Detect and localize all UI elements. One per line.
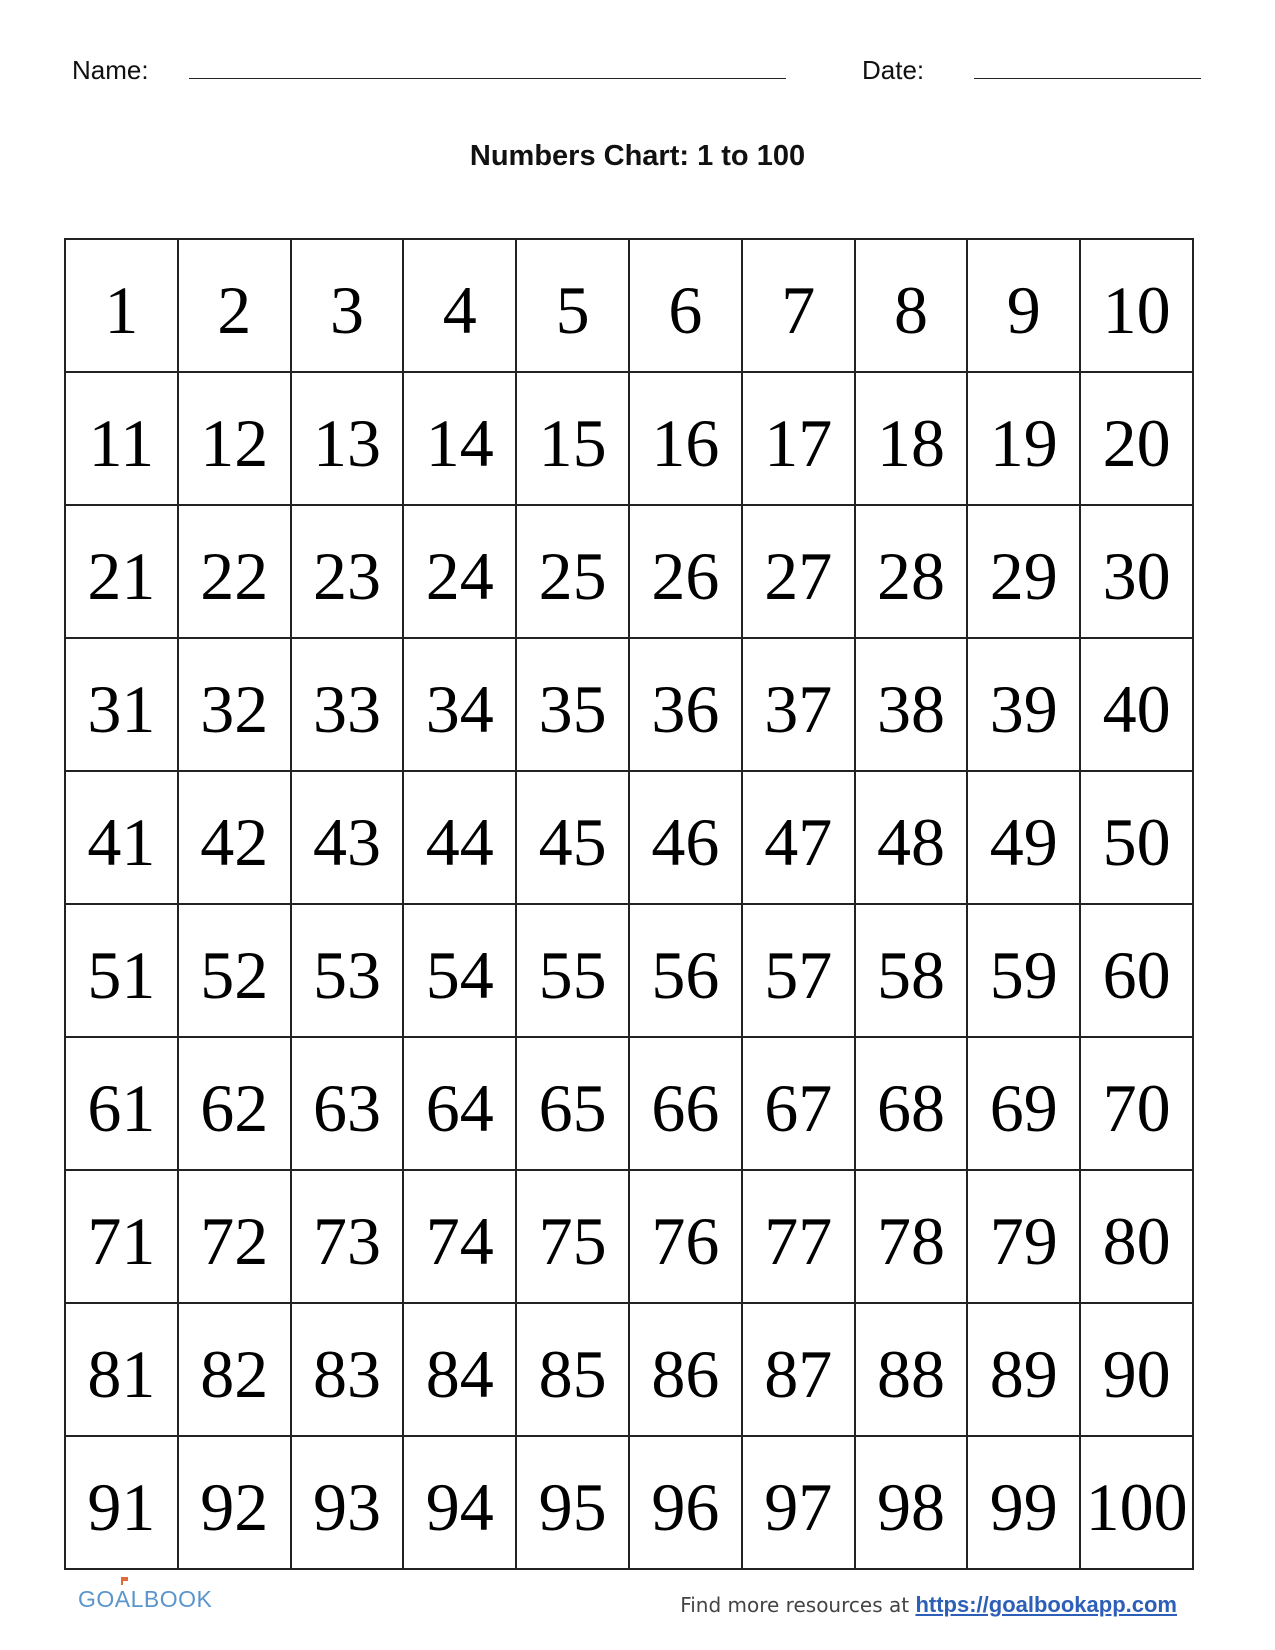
number-cell: 75 [517, 1171, 630, 1304]
number-cell: 80 [1081, 1171, 1194, 1304]
number-cell: 52 [179, 905, 292, 1038]
number-cell: 41 [66, 772, 179, 905]
number-cell: 59 [968, 905, 1081, 1038]
header-row [72, 50, 1202, 90]
number-cell: 1 [66, 240, 179, 373]
number-cell: 50 [1081, 772, 1194, 905]
number-cell: 39 [968, 639, 1081, 772]
number-cell: 30 [1081, 506, 1194, 639]
number-cell: 21 [66, 506, 179, 639]
number-cell: 28 [856, 506, 969, 639]
logo-flag-icon [121, 1577, 129, 1585]
number-cell: 18 [856, 373, 969, 506]
number-cell: 47 [743, 772, 856, 905]
goalbook-logo: GOALBOOK [78, 1586, 213, 1612]
number-cell: 48 [856, 772, 969, 905]
number-cell: 4 [404, 240, 517, 373]
number-cell: 100 [1081, 1437, 1194, 1570]
number-cell: 77 [743, 1171, 856, 1304]
number-cell: 53 [292, 905, 405, 1038]
number-cell: 74 [404, 1171, 517, 1304]
number-cell: 2 [179, 240, 292, 373]
number-cell: 56 [630, 905, 743, 1038]
number-cell: 61 [66, 1038, 179, 1171]
number-cell: 82 [179, 1304, 292, 1437]
number-cell: 91 [66, 1437, 179, 1570]
number-cell: 57 [743, 905, 856, 1038]
number-cell: 66 [630, 1038, 743, 1171]
number-cell: 78 [856, 1171, 969, 1304]
number-cell: 11 [66, 373, 179, 506]
number-cell: 9 [968, 240, 1081, 373]
number-cell: 71 [66, 1171, 179, 1304]
number-cell: 93 [292, 1437, 405, 1570]
number-cell: 81 [66, 1304, 179, 1437]
number-cell: 89 [968, 1304, 1081, 1437]
number-cell: 17 [743, 373, 856, 506]
number-cell: 87 [743, 1304, 856, 1437]
number-cell: 94 [404, 1437, 517, 1570]
number-cell: 16 [630, 373, 743, 506]
date-field-line[interactable] [974, 78, 1201, 79]
number-cell: 6 [630, 240, 743, 373]
number-cell: 55 [517, 905, 630, 1038]
number-cell: 31 [66, 639, 179, 772]
number-cell: 43 [292, 772, 405, 905]
number-cell: 64 [404, 1038, 517, 1171]
date-label: Date: [862, 55, 925, 85]
number-cell: 99 [968, 1437, 1081, 1570]
number-cell: 12 [179, 373, 292, 506]
number-cell: 62 [179, 1038, 292, 1171]
name-label: Name: [72, 55, 149, 85]
number-cell: 70 [1081, 1038, 1194, 1171]
number-cell: 32 [179, 639, 292, 772]
number-cell: 15 [517, 373, 630, 506]
page-title: Numbers Chart: 1 to 100 [469, 140, 806, 172]
number-cell: 58 [856, 905, 969, 1038]
number-cell: 83 [292, 1304, 405, 1437]
number-cell: 26 [630, 506, 743, 639]
number-cell: 38 [856, 639, 969, 772]
number-cell: 35 [517, 639, 630, 772]
number-cell: 42 [179, 772, 292, 905]
number-cell: 73 [292, 1171, 405, 1304]
number-cell: 90 [1081, 1304, 1194, 1437]
goalbook-link[interactable]: https://goalbookapp.com [915, 1592, 1177, 1617]
number-cell: 22 [179, 506, 292, 639]
number-cell: 98 [856, 1437, 969, 1570]
number-cell: 95 [517, 1437, 630, 1570]
number-cell: 69 [968, 1038, 1081, 1171]
number-cell: 84 [404, 1304, 517, 1437]
number-cell: 96 [630, 1437, 743, 1570]
number-cell: 46 [630, 772, 743, 905]
number-cell: 76 [630, 1171, 743, 1304]
number-cell: 49 [968, 772, 1081, 905]
footer-text: Find more resources at [680, 1593, 910, 1617]
number-cell: 37 [743, 639, 856, 772]
number-cell: 3 [292, 240, 405, 373]
number-cell: 63 [292, 1038, 405, 1171]
number-cell: 8 [856, 240, 969, 373]
number-cell: 44 [404, 772, 517, 905]
numbers-grid [64, 238, 1194, 1570]
number-cell: 24 [404, 506, 517, 639]
number-cell: 34 [404, 639, 517, 772]
number-cell: 68 [856, 1038, 969, 1171]
number-cell: 25 [517, 506, 630, 639]
number-cell: 67 [743, 1038, 856, 1171]
number-cell: 72 [179, 1171, 292, 1304]
number-cell: 54 [404, 905, 517, 1038]
number-cell: 60 [1081, 905, 1194, 1038]
number-cell: 40 [1081, 639, 1194, 772]
number-cell: 51 [66, 905, 179, 1038]
number-cell: 79 [968, 1171, 1081, 1304]
number-cell: 33 [292, 639, 405, 772]
number-cell: 86 [630, 1304, 743, 1437]
number-cell: 27 [743, 506, 856, 639]
number-cell: 5 [517, 240, 630, 373]
number-cell: 85 [517, 1304, 630, 1437]
number-cell: 7 [743, 240, 856, 373]
number-cell: 13 [292, 373, 405, 506]
name-field-line[interactable] [189, 78, 786, 79]
footer-resources [680, 1592, 1177, 1618]
number-cell: 88 [856, 1304, 969, 1437]
number-cell: 14 [404, 373, 517, 506]
number-cell: 92 [179, 1437, 292, 1570]
number-cell: 20 [1081, 373, 1194, 506]
number-cell: 29 [968, 506, 1081, 639]
number-cell: 19 [968, 373, 1081, 506]
number-cell: 10 [1081, 240, 1194, 373]
number-cell: 45 [517, 772, 630, 905]
number-cell: 65 [517, 1038, 630, 1171]
number-cell: 36 [630, 639, 743, 772]
number-cell: 97 [743, 1437, 856, 1570]
number-cell: 23 [292, 506, 405, 639]
